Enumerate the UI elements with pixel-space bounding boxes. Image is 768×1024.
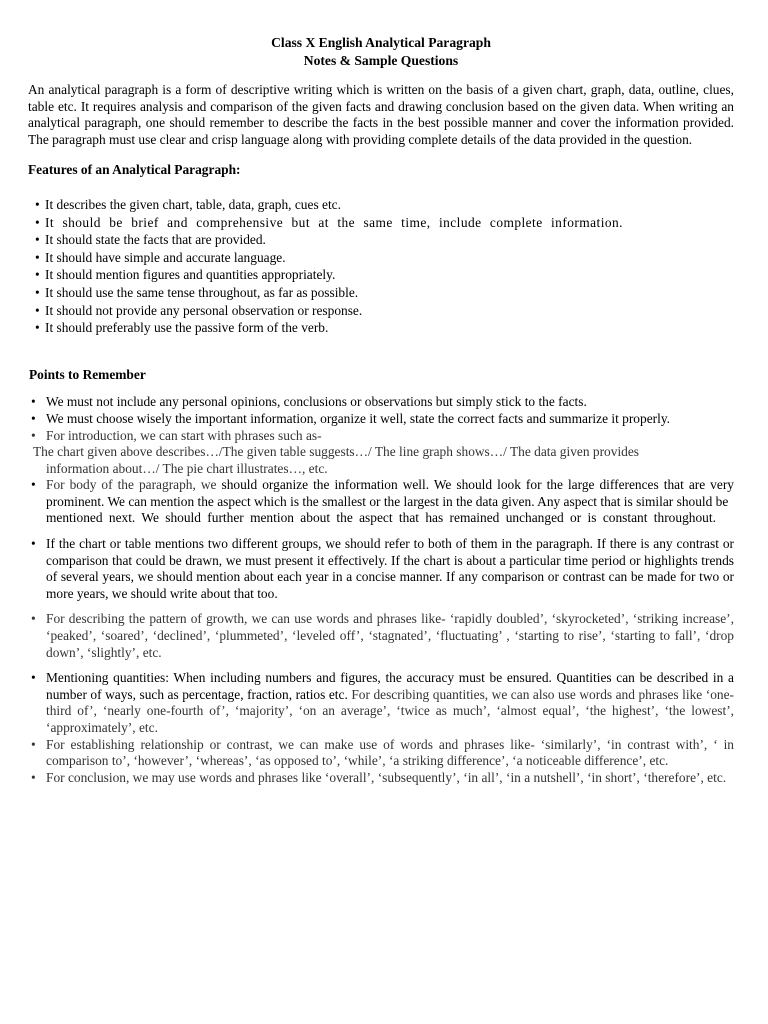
points-heading: Points to Remember xyxy=(29,366,146,382)
features-list xyxy=(28,196,734,337)
point-lead-text: Mentioning quantities: When including numbers and figures, the accuracy must be ensured. Quantities can be described in a number of ways, such as percentage, fraction, ratios etc. xyxy=(46,670,734,702)
feature-item: • It should use the same tense throughout, as far as possible. xyxy=(35,284,734,302)
document-title xyxy=(28,34,734,70)
point-sub-text xyxy=(28,444,734,477)
point-item: • If the chart or table mentions two different groups, we should refer to both of them in the paragraph. If there is any contrast or comparison that could be drawn, we must present it effectively. If the chart is about a particular time period or highlights trends of several years, we should mention about each year in a concise manner. If any comparison or contrast can be made for two or more years, we should write about that too. xyxy=(28,536,734,602)
feature-item: • It should be brief and comprehensive but at the same time, include complete information. xyxy=(35,214,734,232)
feature-item: • It describes the given chart, table, data, graph, cues etc. xyxy=(35,196,734,214)
point-item xyxy=(28,477,734,510)
feature-item: • It should state the facts that are provided. xyxy=(35,231,734,249)
features-heading: Features of an Analytical Paragraph: xyxy=(28,162,241,178)
feature-item: • It should preferably use the passive form of the verb. xyxy=(35,319,734,337)
title-line-2: Notes & Sample Questions xyxy=(303,53,459,68)
point-item: • We must not include any personal opinions, conclusions or observations but simply stick to the facts. xyxy=(28,394,734,411)
points-list xyxy=(28,394,734,786)
point-continuation: mentioned next. We should further mention about the aspect that has remained unchanged or is constant throughout. xyxy=(46,510,716,526)
intro-paragraph: An analytical paragraph is a form of descriptive writing which is written on the basis of a given chart, graph, data, outline, clues, table etc. It requires analysis and comparison of the given facts and drawing conclusion based on the given data. When writing an analytical paragraph, one should remember to describe the facts in the best possible manner and cover the information provided. The paragraph must use clear and crisp language along with providing complete details of the data provided in the question. xyxy=(28,82,734,147)
feature-item: • It should have simple and accurate language. xyxy=(35,249,734,267)
feature-item: • It should not provide any personal observation or response. xyxy=(35,302,734,320)
point-item xyxy=(28,670,734,736)
feature-item: • It should mention figures and quantities appropriately. xyxy=(35,266,734,284)
title-line-1: Class X English Analytical Paragraph xyxy=(271,35,491,50)
point-item: • For conclusion, we may use words and phrases like ‘overall’, ‘subsequently’, ‘in all’, ‘in a nutshell’, ‘in short’, ‘therefore’, etc. xyxy=(28,770,734,787)
point-body-text: should organize the information well. We should look for the large differences that are very prominent. We can mention the aspect which is the smallest or the largest in the data given. Any aspect that is similar should be xyxy=(46,477,734,509)
intro-phrases-line-2: information about…/ The pie chart illustrates…, etc. xyxy=(46,460,328,476)
point-lead-text: For body of the paragraph, we xyxy=(46,477,217,493)
point-item: • For establishing relationship or contrast, we can make use of words and phrases like- ‘similarly’, ‘in contrast with’, ‘ in comparison to’, ‘however’, ‘whereas’, ‘as opposed to’, ‘while’, ‘a striking difference’, ‘a noticeable difference’, etc. xyxy=(28,737,734,770)
point-item: • We must choose wisely the important information, organize it well, state the correct facts and summarize it properly. xyxy=(28,411,734,428)
point-body-text: For describing quantities, we can also use words and phrases like ‘one-third of’, ‘nearly one-fourth of’, ‘majority’, ‘on an average’, ‘twice as much’, ‘almost equal’, ‘the highest’, ‘the lowest’, ‘approximately’, etc. xyxy=(46,686,734,735)
intro-phrases-line-1: The chart given above describes…/The given table suggests…/ The line graph shows…/ The data given provides xyxy=(33,444,640,460)
point-item: • For introduction, we can start with phrases such as- xyxy=(28,428,734,445)
point-item: • For describing the pattern of growth, we can use words and phrases like- ‘rapidly doubled’, ‘skyrocketed’, ‘striking increase’, ‘peaked’, ‘soared’, ‘declined’, ‘plummeted’, ‘leveled off’, ‘stagnated’, ‘fluctuating’ , ‘starting to rise’, ‘starting to fall’, ‘drop down’, ‘slightly’, etc. xyxy=(28,611,734,661)
